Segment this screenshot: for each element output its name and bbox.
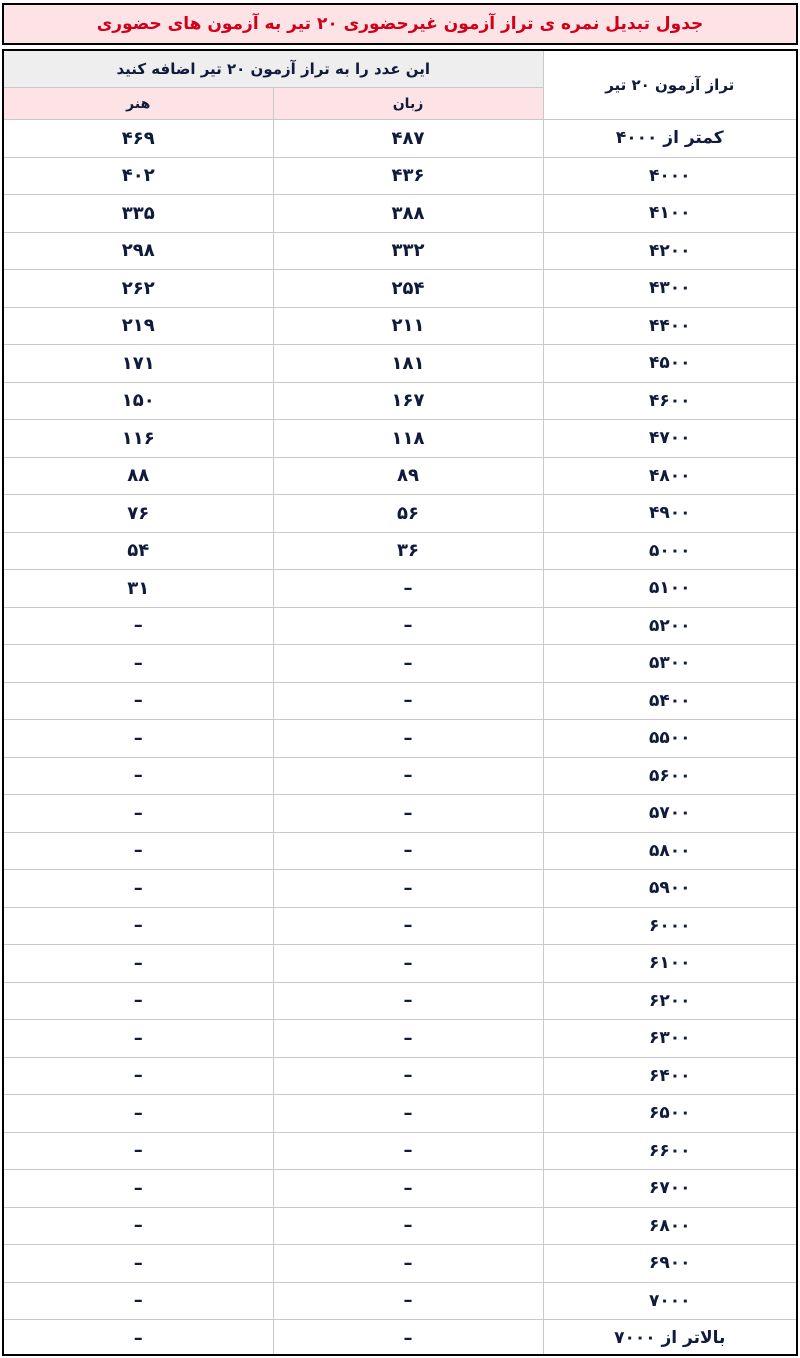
zaban-cell: – — [273, 682, 543, 720]
honar-cell: – — [4, 1320, 273, 1357]
header-honar: هنر — [4, 88, 273, 120]
taraz-cell: ۶۳۰۰ — [543, 1020, 796, 1058]
zaban-cell: ۴۳۶ — [273, 157, 543, 195]
honar-cell: ۵۴ — [4, 532, 273, 570]
zaban-cell: – — [273, 1245, 543, 1283]
table-row — [4, 682, 796, 720]
honar-cell: – — [4, 1057, 273, 1095]
table-row — [4, 270, 796, 308]
zaban-cell: – — [273, 1207, 543, 1245]
honar-cell: – — [4, 720, 273, 758]
conversion-table — [4, 51, 796, 1356]
zaban-cell: – — [273, 1282, 543, 1320]
taraz-cell: کمتر از ۴۰۰۰ — [543, 120, 796, 158]
taraz-cell: ۵۲۰۰ — [543, 607, 796, 645]
table-row — [4, 870, 796, 908]
table-row — [4, 420, 796, 458]
honar-cell: – — [4, 607, 273, 645]
honar-cell: – — [4, 645, 273, 683]
honar-cell: – — [4, 1095, 273, 1133]
zaban-cell: ۴۸۷ — [273, 120, 543, 158]
zaban-cell: – — [273, 982, 543, 1020]
taraz-cell: ۴۳۰۰ — [543, 270, 796, 308]
honar-cell: ۲۱۹ — [4, 307, 273, 345]
honar-cell: ۴۶۹ — [4, 120, 273, 158]
honar-cell: ۲۹۸ — [4, 232, 273, 270]
taraz-cell: ۶۴۰۰ — [543, 1057, 796, 1095]
honar-cell: – — [4, 1282, 273, 1320]
taraz-cell: ۵۸۰۰ — [543, 832, 796, 870]
taraz-cell: ۶۵۰۰ — [543, 1095, 796, 1133]
header-taraz: تراز آزمون ۲۰ تیر — [543, 51, 796, 120]
taraz-cell: ۴۰۰۰ — [543, 157, 796, 195]
table-row — [4, 757, 796, 795]
honar-cell: ۲۶۲ — [4, 270, 273, 308]
honar-cell: – — [4, 1245, 273, 1283]
table-row — [4, 832, 796, 870]
taraz-cell: ۶۶۰۰ — [543, 1132, 796, 1170]
taraz-cell: ۵۶۰۰ — [543, 757, 796, 795]
honar-cell: ۱۱۶ — [4, 420, 273, 458]
table-row — [4, 457, 796, 495]
zaban-cell: – — [273, 1057, 543, 1095]
zaban-cell: ۱۸۱ — [273, 345, 543, 383]
zaban-cell: ۳۳۲ — [273, 232, 543, 270]
honar-cell: – — [4, 1170, 273, 1208]
zaban-cell: – — [273, 945, 543, 983]
taraz-cell: ۶۰۰۰ — [543, 907, 796, 945]
taraz-cell: ۵۳۰۰ — [543, 645, 796, 683]
table-row — [4, 1095, 796, 1133]
honar-cell: – — [4, 907, 273, 945]
honar-cell: – — [4, 1207, 273, 1245]
zaban-cell: – — [273, 570, 543, 608]
zaban-cell: – — [273, 757, 543, 795]
table-row — [4, 307, 796, 345]
taraz-cell: ۷۰۰۰ — [543, 1282, 796, 1320]
table-row — [4, 570, 796, 608]
honar-cell: ۱۵۰ — [4, 382, 273, 420]
zaban-cell: – — [273, 870, 543, 908]
table-row — [4, 907, 796, 945]
taraz-cell: ۶۲۰۰ — [543, 982, 796, 1020]
table-row — [4, 1207, 796, 1245]
table-row — [4, 607, 796, 645]
taraz-cell: ۶۱۰۰ — [543, 945, 796, 983]
taraz-cell: ۴۲۰۰ — [543, 232, 796, 270]
zaban-cell: – — [273, 645, 543, 683]
header-row-1 — [4, 51, 796, 88]
taraz-cell: ۴۸۰۰ — [543, 457, 796, 495]
table-row — [4, 1057, 796, 1095]
taraz-cell: ۴۵۰۰ — [543, 345, 796, 383]
zaban-cell: – — [273, 1320, 543, 1357]
zaban-cell: ۲۵۴ — [273, 270, 543, 308]
zaban-cell: ۳۶ — [273, 532, 543, 570]
table-row — [4, 157, 796, 195]
taraz-cell: ۵۹۰۰ — [543, 870, 796, 908]
table-row — [4, 1245, 796, 1283]
honar-cell: ۷۶ — [4, 495, 273, 533]
zaban-cell: – — [273, 907, 543, 945]
zaban-cell: – — [273, 1020, 543, 1058]
taraz-cell: ۴۷۰۰ — [543, 420, 796, 458]
taraz-cell: ۶۸۰۰ — [543, 1207, 796, 1245]
taraz-cell: ۵۵۰۰ — [543, 720, 796, 758]
honar-cell: ۳۳۵ — [4, 195, 273, 233]
zaban-cell: – — [273, 1095, 543, 1133]
conversion-table-frame — [2, 49, 798, 1356]
taraz-cell: ۵۰۰۰ — [543, 532, 796, 570]
honar-cell: – — [4, 1020, 273, 1058]
table-row — [4, 1020, 796, 1058]
table-title-text: جدول تبدیل نمره ی تراز آزمون غیرحضوری ۲۰ تیر به آزمون های حضوری — [96, 14, 704, 34]
table-row — [4, 232, 796, 270]
honar-cell: – — [4, 982, 273, 1020]
zaban-cell: ۸۹ — [273, 457, 543, 495]
table-row — [4, 1132, 796, 1170]
honar-cell: – — [4, 1132, 273, 1170]
taraz-cell: بالاتر از ۷۰۰۰ — [543, 1320, 796, 1357]
taraz-cell: ۶۹۰۰ — [543, 1245, 796, 1283]
table-row — [4, 1282, 796, 1320]
zaban-cell: – — [273, 1132, 543, 1170]
taraz-cell: ۶۷۰۰ — [543, 1170, 796, 1208]
table-row — [4, 720, 796, 758]
taraz-cell: ۴۶۰۰ — [543, 382, 796, 420]
zaban-cell: – — [273, 1170, 543, 1208]
taraz-cell: ۴۱۰۰ — [543, 195, 796, 233]
header-zaban: زبان — [273, 88, 543, 120]
table-row — [4, 645, 796, 683]
zaban-cell: ۱۱۸ — [273, 420, 543, 458]
table-row — [4, 495, 796, 533]
zaban-cell: – — [273, 832, 543, 870]
header-add-value: این عدد را به تراز آزمون ۲۰ تیر اضافه کنید — [4, 51, 543, 88]
table-title — [2, 3, 798, 45]
table-row — [4, 382, 796, 420]
taraz-cell: ۴۴۰۰ — [543, 307, 796, 345]
table-row — [4, 532, 796, 570]
honar-cell: – — [4, 870, 273, 908]
zaban-cell: ۳۸۸ — [273, 195, 543, 233]
zaban-cell: ۵۶ — [273, 495, 543, 533]
table-row — [4, 195, 796, 233]
honar-cell: ۳۱ — [4, 570, 273, 608]
honar-cell: – — [4, 795, 273, 833]
table-row — [4, 1320, 796, 1357]
table-row — [4, 795, 796, 833]
zaban-cell: – — [273, 720, 543, 758]
table-row — [4, 1170, 796, 1208]
taraz-cell: ۵۱۰۰ — [543, 570, 796, 608]
honar-cell: – — [4, 832, 273, 870]
zaban-cell: ۱۶۷ — [273, 382, 543, 420]
zaban-cell: – — [273, 607, 543, 645]
taraz-cell: ۵۴۰۰ — [543, 682, 796, 720]
honar-cell: ۴۰۲ — [4, 157, 273, 195]
honar-cell: – — [4, 757, 273, 795]
honar-cell: – — [4, 682, 273, 720]
table-row — [4, 982, 796, 1020]
honar-cell: – — [4, 945, 273, 983]
honar-cell: ۱۷۱ — [4, 345, 273, 383]
honar-cell: ۸۸ — [4, 457, 273, 495]
taraz-cell: ۴۹۰۰ — [543, 495, 796, 533]
table-row — [4, 945, 796, 983]
zaban-cell: ۲۱۱ — [273, 307, 543, 345]
zaban-cell: – — [273, 795, 543, 833]
table-row — [4, 345, 796, 383]
taraz-cell: ۵۷۰۰ — [543, 795, 796, 833]
table-row — [4, 120, 796, 158]
